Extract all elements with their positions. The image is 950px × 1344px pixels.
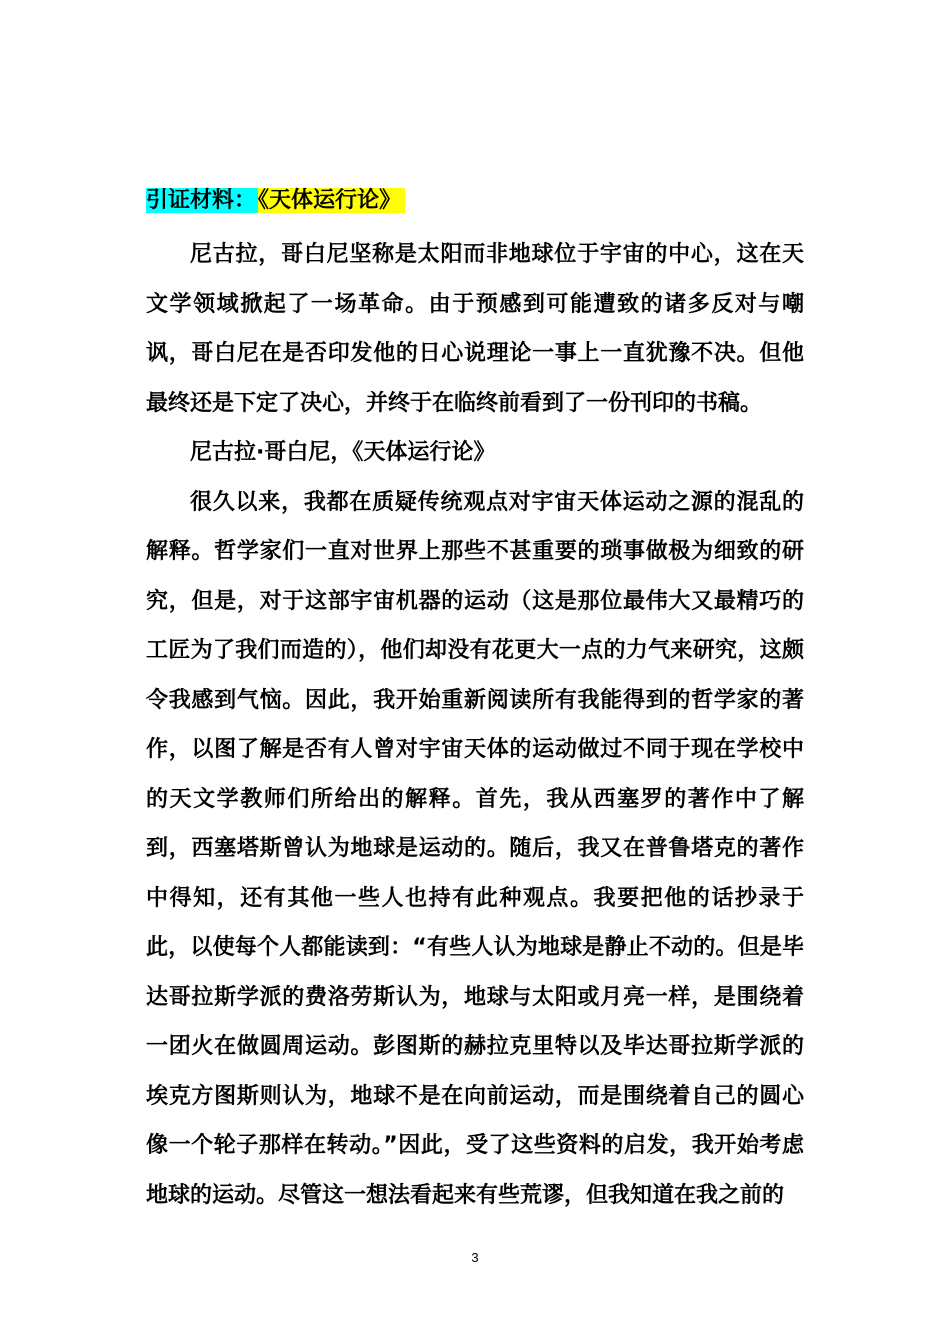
- paragraph-intro: 尼古拉，哥白尼坚称是太阳而非地球位于宇宙的中心，这在天文学领域掀起了一场革命。由于预感到可能遭致的诸多反对与嘲讽，哥白尼在是否印发他的日心说理论一事上一直犹豫不决。但他最终还是下定了决心，并终于在临终前看到了一份刊印的书稿。: [146, 242, 804, 416]
- page-number: 3: [471, 1250, 479, 1265]
- heading-label: 引证材料：: [146, 188, 257, 213]
- body-text: [146, 230, 804, 1220]
- heading-book-title: 《天体运行论》: [258, 188, 405, 213]
- section-heading: [146, 184, 405, 218]
- paragraph-citation: 尼古拉·哥白尼，《天体运行论》: [190, 440, 496, 465]
- paragraph-quote: 很久以来，我都在质疑传统观点对宇宙天体运动之源的混乱的解释。哲学家们一直对世界上那些不甚重要的琐事做极为细致的研究，但是，对于这部宇宙机器的运动（这是那位最伟大又最精巧的工匠为了我们而造的），他们却没有花更大一点的力气来研究，这颇令我感到气恼。因此，我开始重新阅读所有我能得到的哲学家的著作，以图了解是否有人曾对宇宙天体的运动做过不同于现在学校中的天文学教师们所给出的解释。首先，我从西塞罗的著作中了解到，西塞塔斯曾认为地球是运动的。随后，我又在普鲁塔克的著作中得知，还有其他一些人也持有此种观点。我要把他的话抄录于此，以使每个人都能读到：“有些人认为地球是静止不动的。但是毕达哥拉斯学派的费洛劳斯认为，地球与太阳或月亮一样，是围绕着一团火在做圆周运动。彭图斯的赫拉克里特以及毕达哥拉斯学派的埃克方图斯则认为，地球不是在向前运动，而是围绕着自己的圆心像一个轮子那样在转动。”因此，受了这些资料的启发，我开始考虑地球的运动。尽管这一想法看起来有些荒谬，但我知道在我之前的: [146, 489, 804, 1208]
